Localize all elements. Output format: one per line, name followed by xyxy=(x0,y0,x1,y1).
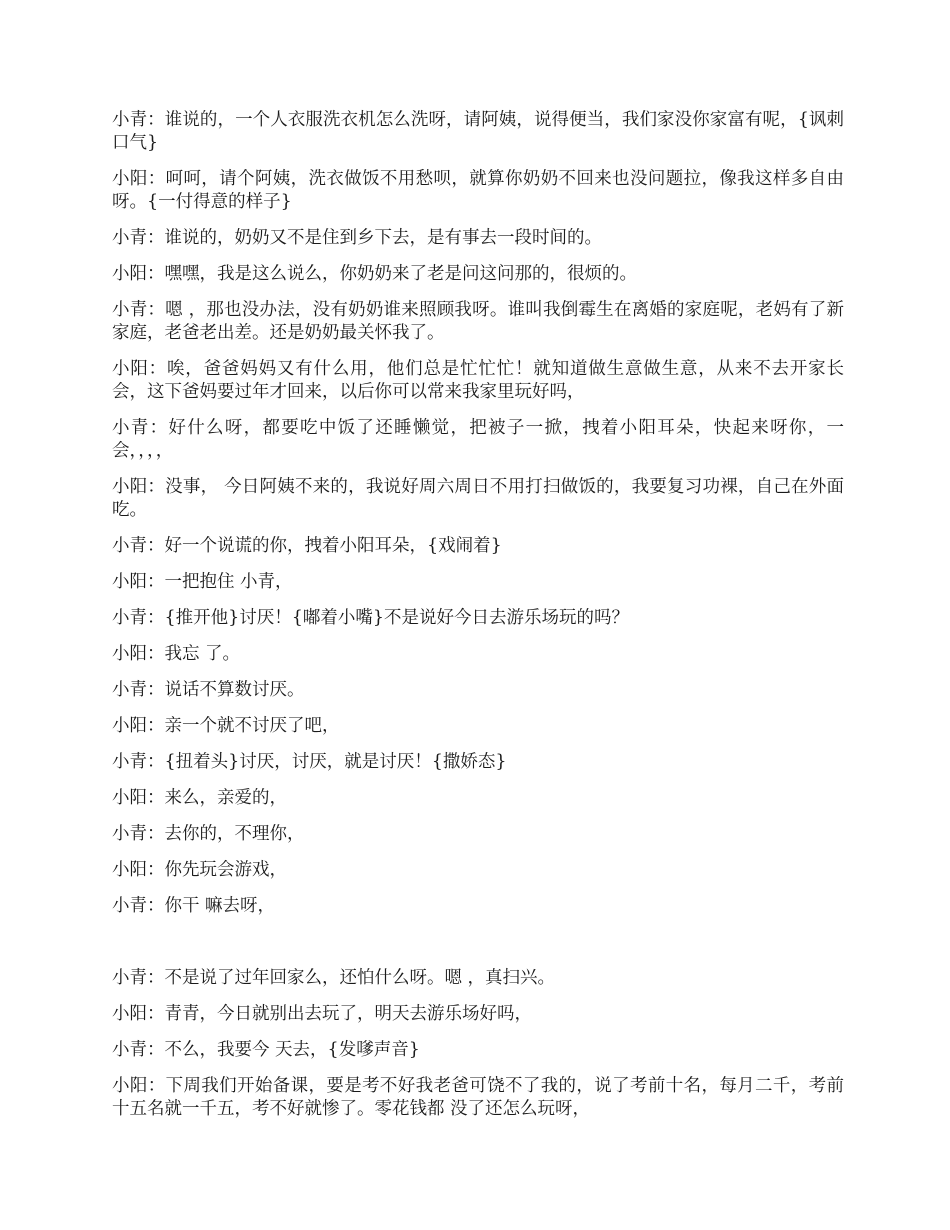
dialogue-line: 小青：{推开他}讨厌！{嘟着小嘴}不是说好今日去游乐场玩的吗？ xyxy=(112,608,630,628)
dialogue-line: 小阳：一把抱住 小青， xyxy=(112,572,293,592)
dialogue-line: 小阳：没事， 今日阿姨不来的，我说好周六周日不用打扫做饭的，我要复习功裸，自己在外面吃。 xyxy=(112,477,844,520)
dialogue-line: 小阳：下周我们开始备课，要是考不好我老爸可饶不了我的，说了考前十名，每月二千，考前十五名就一千五，考不好就惨了。零花钱都 没了还怎么玩呀， xyxy=(112,1076,844,1119)
dialogue-line: 小阳：我忘 了。 xyxy=(112,644,241,664)
dialogue-line: 小阳：你先玩会游戏， xyxy=(112,860,287,880)
dialogue-line: 小青：不么，我要今 天去，{发嗲声音} xyxy=(112,1040,420,1060)
dialogue-line: 小青：好一个说谎的你，拽着小阳耳朵，{戏闹着} xyxy=(112,536,502,556)
dialogue-line: 小阳：亲一个就不讨厌了吧， xyxy=(112,716,340,736)
dialogue-line: 小青：{扭着头}讨厌，讨厌，就是讨厌！{撒娇态} xyxy=(112,752,507,772)
dialogue-line: 小青：谁说的，奶奶又不是住到乡下去，是有事去一段时间的。 xyxy=(112,228,602,248)
dialogue-line: 小青：不是说了过年回家么，还怕什么呀。嗯 ，真扫兴。 xyxy=(112,968,556,988)
dialogue-line: 小青：你干 嘛去呀， xyxy=(112,896,276,916)
dialogue-line: 小青：好什么呀，都要吃中饭了还睡懒觉，把被子一掀，拽着小阳耳朵，快起来呀你，一会，，，， xyxy=(112,418,844,461)
dialogue-line: 小阳：来么，亲爱的， xyxy=(112,788,287,808)
dialogue-line: 小青：说话不算数讨厌。 xyxy=(112,680,305,700)
dialogue-line: 小青：嗯 ，那也没办法，没有奶奶谁来照顾我呀。谁叫我倒霉生在离婚的家庭呢，老妈有了新家庭，老爸老出差。还是奶奶最关怀我了。 xyxy=(112,300,844,343)
dialogue-line: 小青：去你的，不理你， xyxy=(112,824,305,844)
dialogue-line: 小阳：嘿嘿，我是这么说么，你奶奶来了老是问这问那的，很烦的。 xyxy=(112,264,637,284)
dialogue-line: 小阳：呵呵，请个阿姨，洗衣做饭不用愁呗，就算你奶奶不回来也没问题拉，像我这样多自由呀。{一付得意的样子} xyxy=(112,169,844,212)
dialogue-body xyxy=(112,109,844,1134)
dialogue-line: 小阳：唉，爸爸妈妈又有什么用，他们总是忙忙忙！就知道做生意做生意，从来不去开家长会，这下爸妈要过年才回来，以后你可以常来我家里玩好吗， xyxy=(112,359,844,402)
dialogue-line: 小青：谁说的，一个人衣服洗衣机怎么洗呀，请阿姨，说得便当，我们家没你家富有呢，{讽刺口气} xyxy=(112,110,844,153)
dialogue-line: 小阳：青青，今日就别出去玩了，明天去游乐场好吗， xyxy=(112,1004,532,1024)
